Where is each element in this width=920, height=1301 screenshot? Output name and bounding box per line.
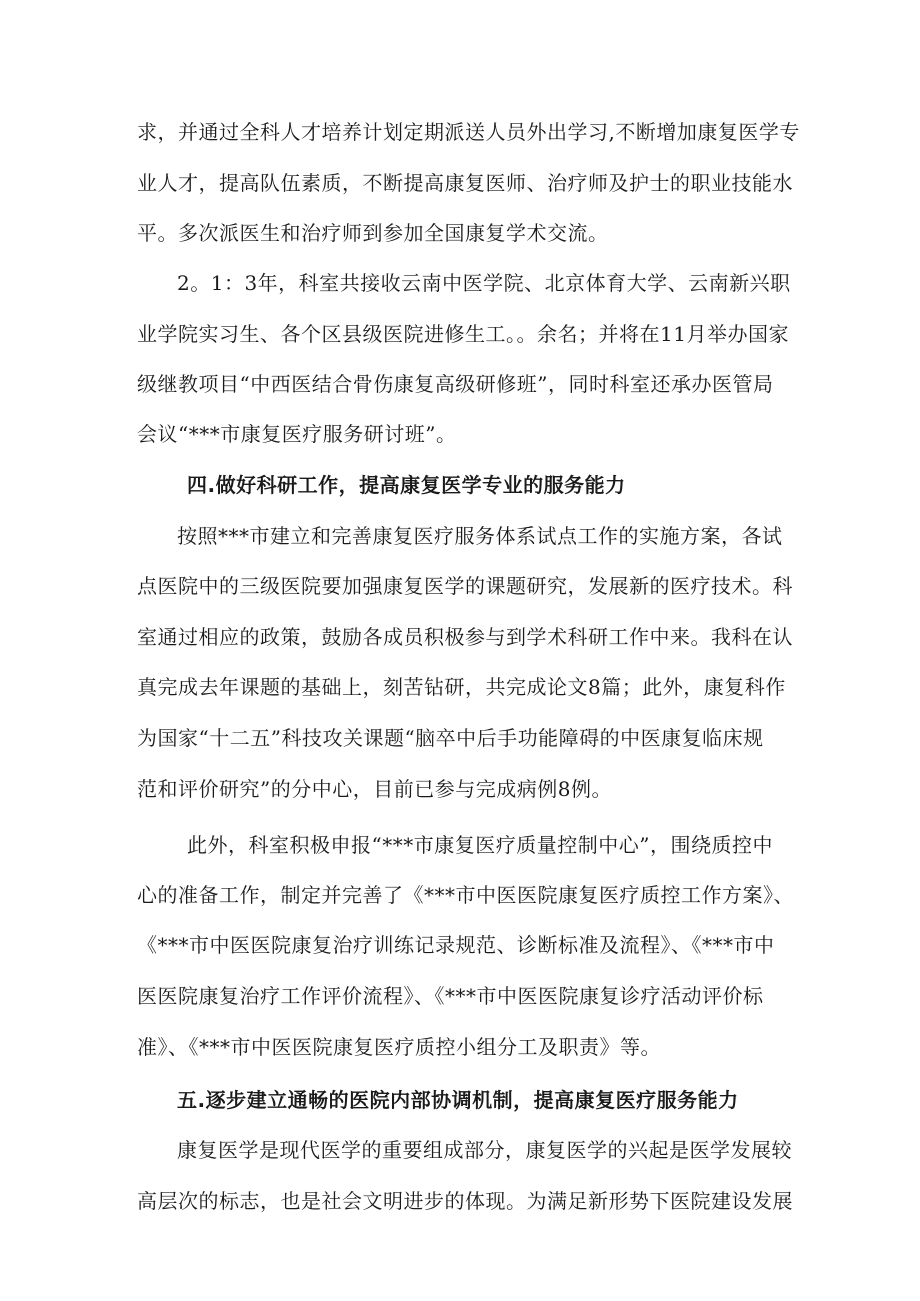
paragraph-4-line-3: 《***市中医医院康复治疗训练记录规范、诊断标准及流程》、《***市中 [137, 933, 775, 957]
paragraph-3-line-5: 为国家“十二五”科技攻关课题“脑卒中后手功能障碍的中医康复临床规 [137, 726, 764, 750]
paragraph-4-line-5: 准》、《***市中医医院康复医疗质控小组分工及职责》等。 [137, 1035, 661, 1059]
paragraph-1-line-1: 求，并通过全科人才培养计划定期派送人员外出学习,不断增加康复医学专 [137, 120, 800, 144]
paragraph-3-line-2: 点医院中的三级医院要加强康复医学的课题研究，发展新的医疗技术。科 [137, 574, 793, 598]
paragraph-1-line-2: 业人才，提高队伍素质，不断提高康复医师、治疗师及护士的职业技能水 [137, 171, 793, 195]
paragraph-4-line-4: 医医院康复治疗工作评价流程》、《***市中医医院康复诊疗活动评价标 [137, 984, 764, 1008]
paragraph-3-line-6: 范和评价研究”的分中心，目前已参与完成病例8例。 [137, 777, 612, 801]
section-4-heading: 四.做好科研工作，提高康复医学专业的服务能力 [187, 473, 626, 497]
paragraph-2-line-2: 业学院实习生、各个区县级医院进修生工。。余名；并将在11月举办国家 [137, 322, 789, 346]
paragraph-3-line-4: 真完成去年课题的基础上，刻苦钻研，共完成论文8篇；此外，康复科作 [137, 675, 786, 699]
paragraph-2-line-3: 级继教项目“中西医结合骨伤康复高级研修班”，同时科室还承办医管局 [137, 372, 774, 396]
paragraph-1-line-3: 平。多次派医生和治疗师到参加全国康复学术交流。 [137, 221, 609, 245]
paragraph-5-line-1: 康复医学是现代医学的重要组成部分，康复医学的兴起是医学发展较 [177, 1138, 792, 1162]
paragraph-2-line-1: 2。1：3年，科室共接收云南中医学院、北京体育大学、云南新兴职 [177, 271, 791, 295]
paragraph-5-line-2: 高层次的标志，也是社会文明进步的体现。为满足新形势下医院建设发展 [137, 1189, 793, 1213]
paragraph-3-line-3: 室通过相应的政策，鼓励各成员积极参与到学术科研工作中来。我科在认 [137, 625, 793, 649]
paragraph-3-line-1: 按照***市建立和完善康复医疗服务体系试点工作的实施方案，各试 [177, 524, 783, 548]
section-5-heading: 五.逐步建立通畅的医院内部协调机制，提高康复医疗服务能力 [177, 1088, 739, 1112]
paragraph-4-line-1: 此外，科室积极申报“***市康复医疗质量控制中心”，围绕质控中 [187, 833, 773, 857]
paragraph-4-line-2: 心的准备工作，制定并完善了《***市中医医院康复医疗质控工作方案》、 [137, 883, 794, 907]
paragraph-2-line-4: 会议“***市康复医疗服务研讨班”。 [137, 422, 457, 446]
